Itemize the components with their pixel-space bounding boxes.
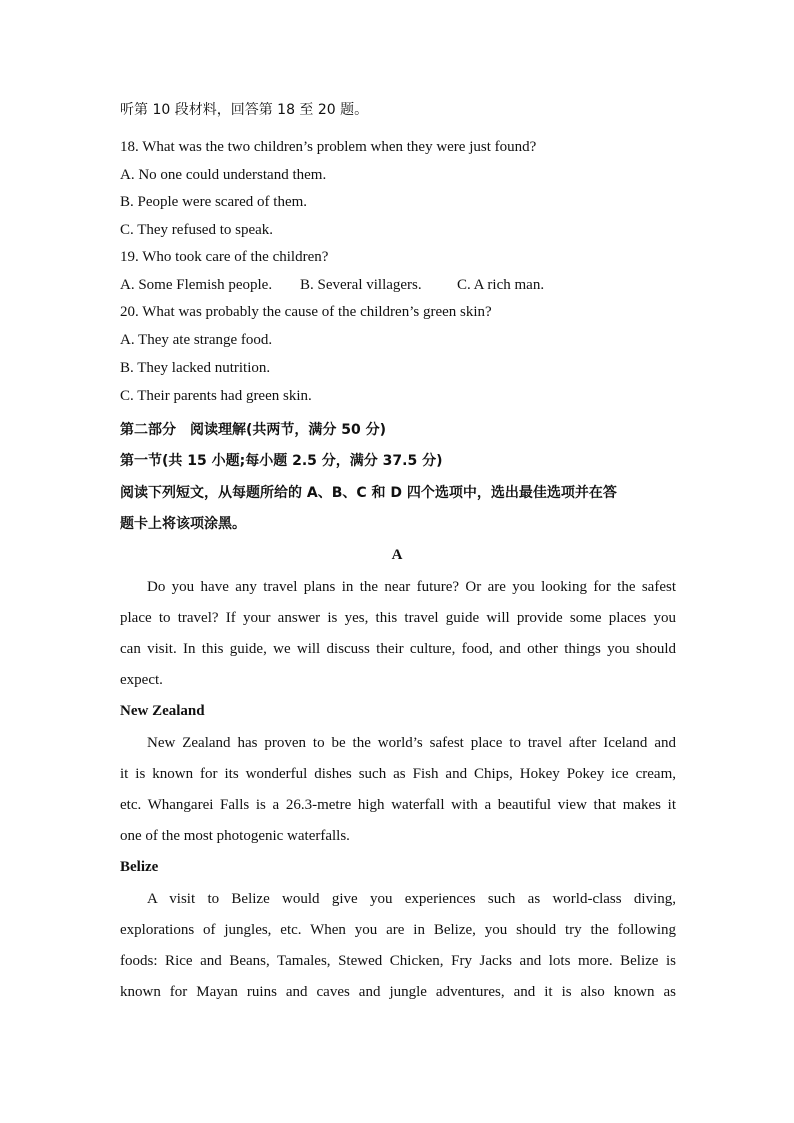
section-heading-belize: Belize (120, 859, 159, 875)
question-20-option-a: A. They ate strange food. (120, 332, 273, 348)
reading-section-title: 第一节(共 15 小题;每小题 2.5 分，满分 37.5 分) (120, 453, 443, 469)
intro-line-2: place to travel? If your answer is yes, this travel guide will provide some places you (120, 610, 676, 626)
passage-label: A (391, 547, 403, 563)
question-19-option-c: C. A rich man. (457, 277, 545, 293)
question-18-option-a: A. No one could understand them. (120, 167, 327, 183)
intro-line-1: Do you have any travel plans in the near future? Or are you looking for the safest (147, 579, 676, 595)
question-19-options (120, 275, 544, 295)
belize-line-3: foods: Rice and Beans, Tamales, Stewed Chicken, Fry Jacks and lots more. Belize is (120, 953, 676, 969)
listening-instruction: 听第 10 段材料，回答第 18 至 20 题。 (120, 102, 369, 118)
question-19-option-b: B. Several villagers. (300, 277, 422, 293)
belize-line-1: A visit to Belize would give you experiences such as world-class diving, (147, 891, 676, 907)
new-zealand-line-4: one of the most photogenic waterfalls. (120, 828, 350, 844)
section-heading-new-zealand: New Zealand (120, 703, 205, 719)
question-20-option-c: C. Their parents had green skin. (120, 388, 312, 404)
reading-instruction-line-1: 阅读下列短文，从每题所给的 A、B、C 和 D 四个选项中，选出最佳选项并在答 (120, 485, 617, 501)
new-zealand-line-3: etc. Whangarei Falls is a 26.3-metre high waterfall with a beautiful view that makes it (120, 797, 676, 813)
belize-line-4: known for Mayan ruins and caves and jungle adventures, and it is also known as (120, 984, 676, 1000)
intro-line-4: expect. (120, 672, 163, 688)
question-18: 18. What was the two children’s problem when they were just found? (120, 139, 537, 155)
reading-part-title: 第二部分 阅读理解(共两节，满分 50 分) (120, 422, 387, 438)
reading-instruction-line-2: 题卡上将该项涂黑。 (120, 516, 246, 532)
intro-line-3: can visit. In this guide, we will discuss their culture, food, and other things you should (120, 641, 676, 657)
question-18-option-c: C. They refused to speak. (120, 222, 274, 238)
question-20-option-b: B. They lacked nutrition. (120, 360, 271, 376)
question-18-option-b: B. People were scared of them. (120, 194, 308, 210)
new-zealand-line-1: New Zealand has proven to be the world’s safest place to travel after Iceland and (147, 735, 676, 751)
question-19: 19. Who took care of the children? (120, 249, 329, 265)
question-20: 20. What was probably the cause of the children’s green skin? (120, 304, 492, 320)
belize-line-2: explorations of jungles, etc. When you are in Belize, you should try the following (120, 922, 676, 938)
question-19-option-a: A. Some Flemish people. (120, 277, 273, 293)
new-zealand-line-2: it is known for its wonderful dishes such as Fish and Chips, Hokey Pokey ice cream, (120, 766, 676, 782)
